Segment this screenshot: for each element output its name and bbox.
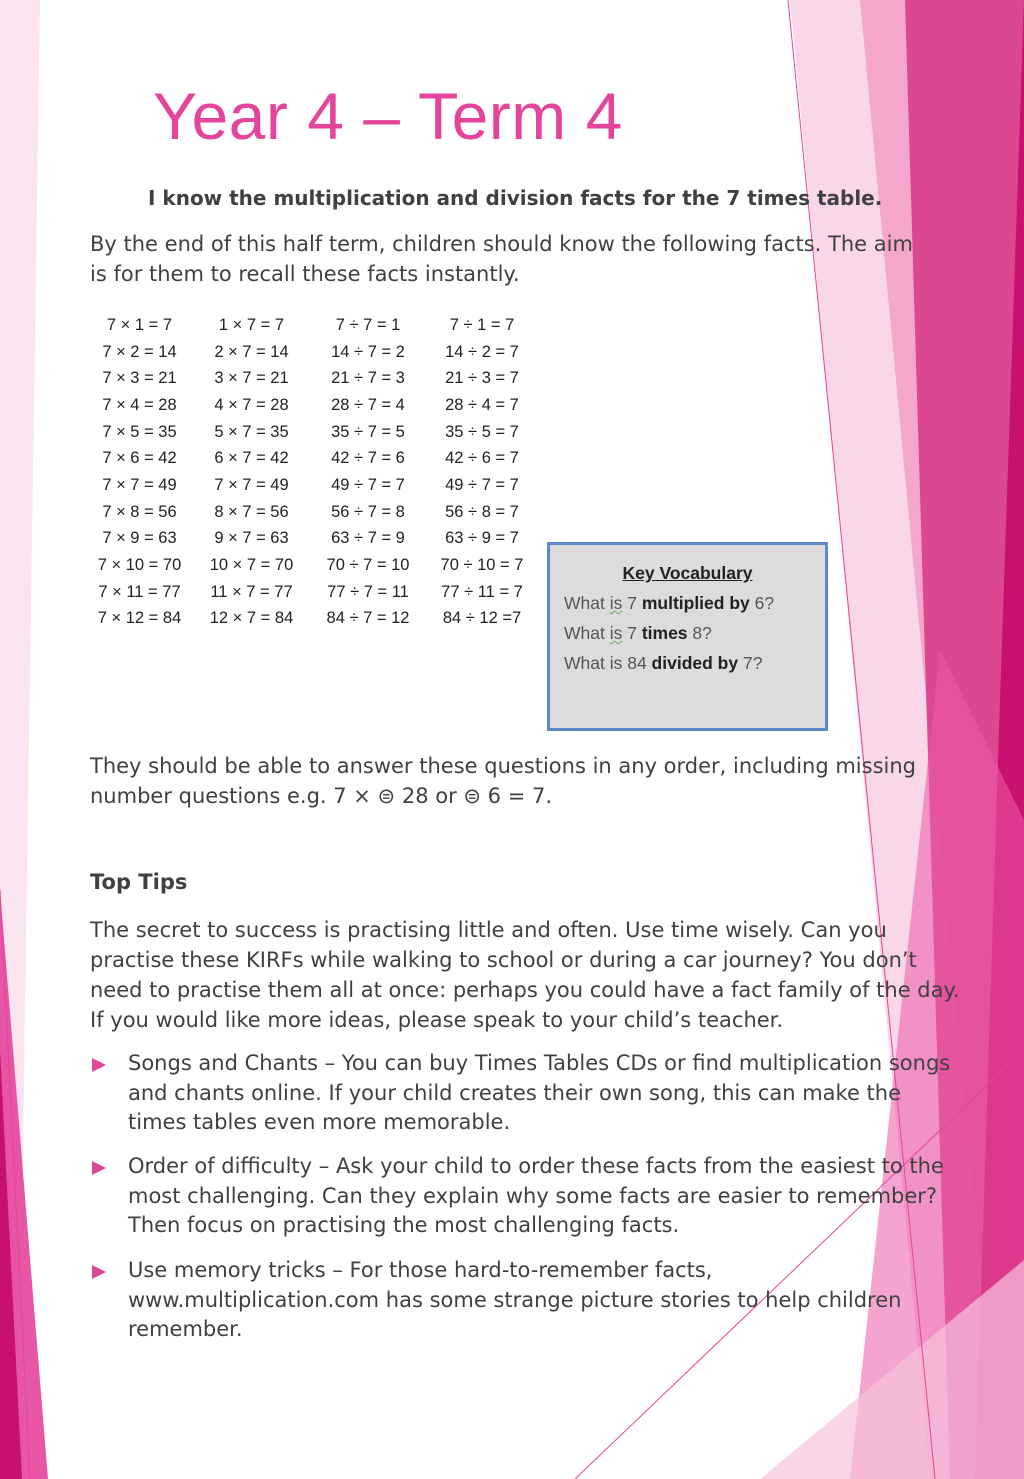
fact-cell: 56 ÷ 7 = 8 [331,502,405,521]
page-title: Year 4 – Term 4 [153,79,623,153]
bullet-arrow-icon [92,1058,106,1072]
fact-cell: 4 × 7 = 28 [214,395,289,414]
fact-cell: 49 ÷ 7 = 7 [331,475,405,494]
facts-row [84,392,536,419]
vocabulary-question: What is 7 times 8? [564,623,712,643]
fact-cell: 35 ÷ 5 = 7 [445,422,519,441]
facts-row [84,499,536,526]
facts-table [84,312,536,632]
fact-cell: 8 × 7 = 56 [214,502,289,521]
facts-row [84,606,536,633]
fact-cell: 7 × 8 = 56 [102,502,177,521]
fact-cell: 9 × 7 = 63 [214,529,289,548]
fact-cell: 42 ÷ 6 = 7 [445,449,519,468]
top-tips-heading: Top Tips [90,870,188,894]
fact-cell: 21 ÷ 3 = 7 [445,369,519,388]
facts-row [84,445,536,472]
fact-cell: 77 ÷ 7 = 11 [327,582,409,601]
fact-cell: 7 × 9 = 63 [102,529,177,548]
fact-cell: 7 × 4 = 28 [102,395,177,414]
fact-cell: 7 × 6 = 42 [102,449,177,468]
fact-cell: 28 ÷ 7 = 4 [331,395,405,414]
top-tips-paragraph: The secret to success is practising little and often. Use time wisely. Can you practise these KIRFs while walking to school or during a car journey? You don’t need to practise them all at once: perhaps you could have a fact family of the day. If you would like more ideas, please speak to your child’s teacher. [90,918,960,1032]
fact-cell: 14 ÷ 7 = 2 [331,342,405,361]
facts-row [84,552,536,579]
fact-cell: 5 × 7 = 35 [214,422,289,441]
vocabulary-title: Key Vocabulary [622,563,753,583]
tip-item: Order of difficulty – Ask your child to order these facts from the easiest to the most challenging. Can they explain why some facts are easier to remember? Then focus on practising the most challenging facts. [128,1154,944,1237]
facts-row [84,526,536,553]
fact-cell: 11 × 7 = 77 [210,582,293,601]
fact-cell: 70 ÷ 7 = 10 [326,556,410,575]
vocabulary-question: What is 7 multiplied by 6? [564,593,775,613]
fact-cell: 56 ÷ 8 = 7 [445,502,519,521]
tip-item: Use memory tricks – For those hard-to-remember facts, www.multiplication.com has some strange picture stories to help children remember. [128,1258,902,1341]
fact-cell: 7 ÷ 1 = 7 [449,315,515,334]
page-subtitle: I know the multiplication and division facts for the 7 times table. [148,186,883,210]
fact-cell: 7 ÷ 7 = 1 [335,315,401,334]
intro-paragraph: By the end of this half term, children should know the following facts. The aim is for them to recall these facts instantly. [90,232,913,286]
fact-cell: 7 × 1 = 7 [106,315,173,334]
facts-row [84,579,536,606]
fact-cell: 7 × 7 = 49 [214,475,289,494]
fact-cell: 42 ÷ 7 = 6 [331,449,405,468]
fact-cell: 49 ÷ 7 = 7 [445,475,519,494]
key-vocabulary-box [547,542,828,731]
fact-cell: 14 ÷ 2 = 7 [445,342,519,361]
fact-cell: 7 × 11 = 77 [98,582,181,601]
fact-cell: 35 ÷ 7 = 5 [331,422,405,441]
bullet-arrow-icon [92,1265,106,1279]
fact-cell: 7 × 3 = 21 [102,369,177,388]
fact-cell: 7 × 7 = 49 [102,475,177,494]
fact-cell: 63 ÷ 7 = 9 [331,529,405,548]
fact-cell: 3 × 7 = 21 [214,369,289,388]
fact-cell: 70 ÷ 10 = 7 [440,556,524,575]
facts-row [84,312,536,339]
bullet-arrow-icon [92,1161,106,1175]
facts-row [84,419,536,446]
fact-cell: 7 × 10 = 70 [97,556,182,575]
answer-paragraph: They should be able to answer these questions in any order, including missing number questions e.g. 7 × ⊜ 28 or ⊜ 6 = 7. [90,754,916,808]
fact-cell: 7 × 5 = 35 [102,422,177,441]
fact-cell: 1 × 7 = 7 [218,315,285,334]
fact-cell: 28 ÷ 4 = 7 [445,395,519,414]
fact-cell: 63 ÷ 9 = 7 [445,529,519,548]
fact-cell: 12 × 7 = 84 [209,609,294,628]
facts-row [84,339,536,366]
vocabulary-question: What is 84 divided by 7? [564,653,763,673]
facts-row [84,472,536,499]
fact-cell: 6 × 7 = 42 [214,449,289,468]
fact-cell: 77 ÷ 11 = 7 [441,582,523,601]
facts-row [84,365,536,392]
fact-cell: 21 ÷ 7 = 3 [331,369,405,388]
fact-cell: 2 × 7 = 14 [214,342,289,361]
tip-item: Songs and Chants – You can buy Times Tables CDs or find multiplication songs and chants online. If your child creates their own song, this can make the times tables even more memorable. [128,1051,951,1134]
fact-cell: 10 × 7 = 70 [209,556,294,575]
fact-cell: 7 × 12 = 84 [97,609,182,628]
fact-cell: 7 × 2 = 14 [102,342,177,361]
fact-cell: 84 ÷ 12 =7 [442,609,522,628]
fact-cell: 84 ÷ 7 = 12 [326,609,410,628]
